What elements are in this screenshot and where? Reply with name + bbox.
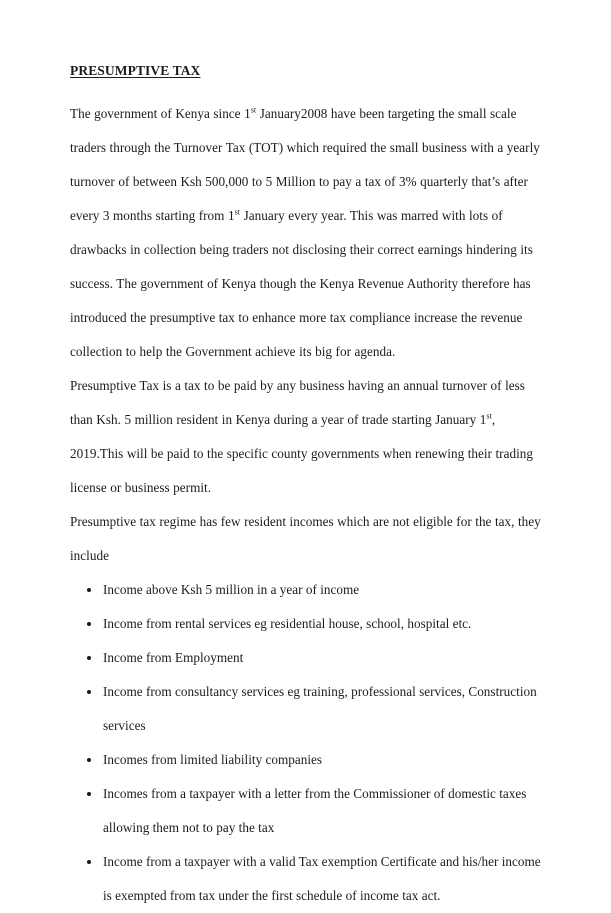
list-item — [70, 845, 542, 913]
list-item-label: Income from rental services eg residential house, school, hospital etc. — [103, 616, 472, 631]
ordinal-suffix: st — [234, 207, 241, 217]
list-item — [70, 675, 542, 743]
list-item — [70, 641, 542, 675]
bullet-point-icon — [87, 777, 97, 811]
list-item-label: Income from a taxpayer with a valid Tax exemption Certificate and his/her income is exempted from tax under the first schedule of income tax act. — [103, 854, 541, 903]
exempt-income-list — [70, 573, 542, 913]
paragraph: The government of Kenya since 1st January2008 have been targeting the small scale traders through the Turnover Tax (TOT) which required the small business with a yearly turnover of between Ksh 500,000 to 5 Million to pay a tax of 3% quarterly that’s after every 3 months starting from 1st January every year. This was marred with lots of drawbacks in collection being traders not disclosing their correct earnings hindering its success. The government of Kenya though the Kenya Revenue Authority therefore has introduced the presumptive tax to enhance more tax compliance increase the revenue collection to help the Government achieve its big for agenda. — [70, 105, 540, 359]
list-item-label: Incomes from limited liability companies — [103, 752, 323, 767]
list-item — [70, 573, 542, 607]
bullet-point-icon — [87, 641, 97, 675]
paragraph: Presumptive tax regime has few resident incomes which are not eligible for the tax, they include — [70, 514, 541, 563]
list-item-label: Incomes from a taxpayer with a letter from the Commissioner of domestic taxes allowing them not to pay the tax — [103, 786, 527, 835]
list-item-label: Income from Employment — [103, 650, 244, 665]
list-item-label: Income above Ksh 5 million in a year of income — [103, 582, 360, 597]
bullet-point-icon — [87, 743, 97, 777]
bullet-point-icon — [87, 573, 97, 607]
list-item-label: Income from consultancy services eg training, professional services, Construction services — [103, 684, 537, 733]
paragraph-container — [70, 97, 542, 573]
bullet-point-icon — [87, 675, 97, 709]
bullet-point-icon — [87, 845, 97, 879]
list-item — [70, 777, 542, 845]
document-body — [70, 62, 542, 913]
ordinal-suffix: st — [486, 411, 492, 421]
page-title: PRESUMPTIVE TAX — [70, 63, 201, 78]
paragraph: Presumptive Tax is a tax to be paid by any business having an annual turnover of less than Ksh. 5 million resident in Kenya during a year of trade starting January 1st, 2019.This will be paid to the specific county governments when renewing their trading license or business permit. — [70, 378, 533, 495]
list-item — [70, 607, 542, 641]
bullet-point-icon — [87, 607, 97, 641]
list-item — [70, 743, 542, 777]
ordinal-suffix: st — [250, 105, 257, 115]
